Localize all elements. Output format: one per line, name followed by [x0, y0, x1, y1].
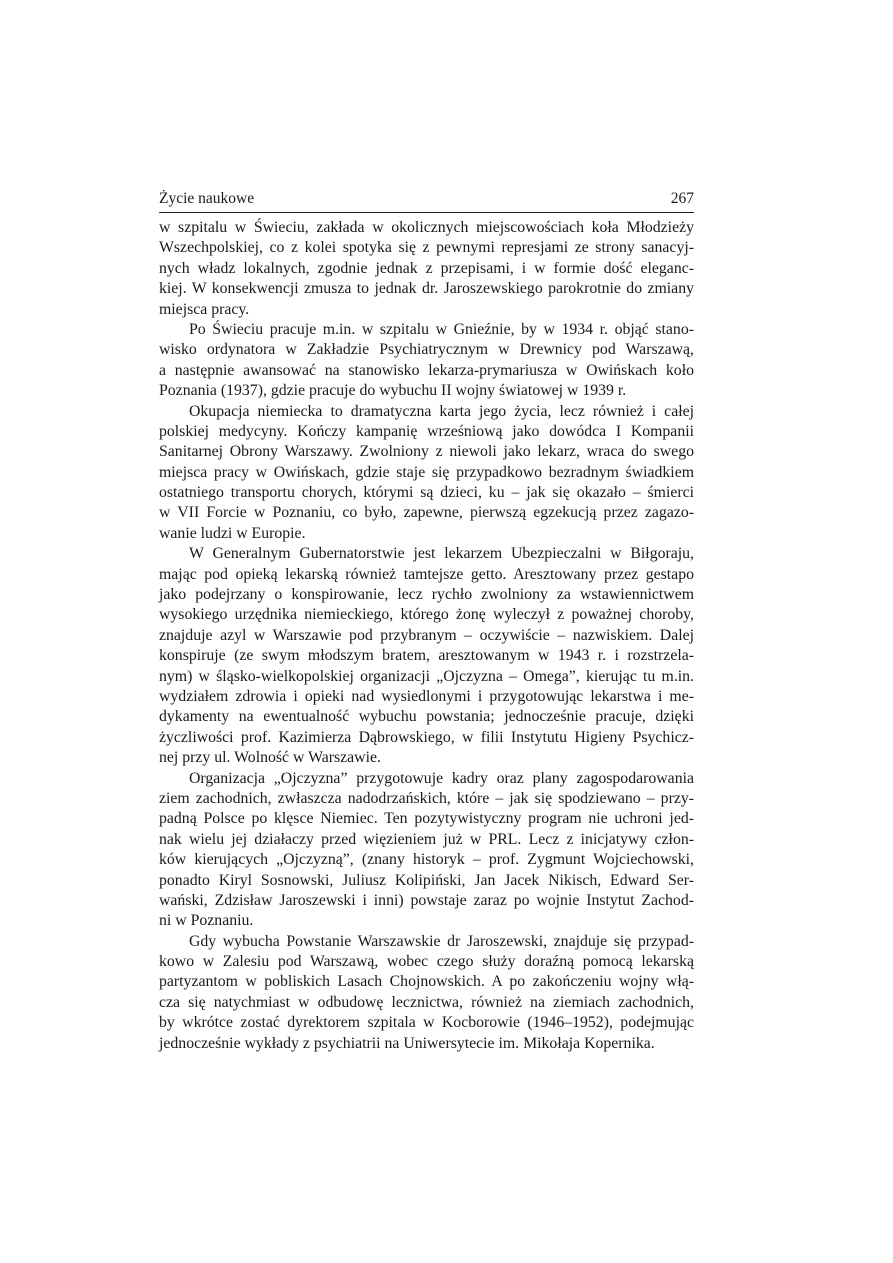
paragraph	[159, 769, 694, 932]
text-line: Po Świeciu pracuje m.in. w szpitalu w Gnieźnie, by w 1934 r. objąć stano-	[189, 320, 694, 338]
paragraph	[159, 932, 694, 1054]
paragraph	[159, 402, 694, 545]
text-line: Wszechpolskiej, co z kolei spotyka się z pewnymi represjami ze strony sanacyj-	[159, 239, 694, 257]
text-line: w VII Forcie w Poznaniu, co było, zapewne, pierwszą egzekucją przez zagazo-	[159, 504, 694, 522]
paragraph	[159, 544, 694, 768]
text-line: padną Polsce po klęsce Niemiec. Ten pozytywistyczny program nie uchroni jed-	[159, 810, 694, 828]
text-line: ków kierujących „Ojczyzną”, (znany historyk – prof. Zygmunt Wojciechowski,	[159, 851, 694, 869]
text-line: konspiruje (ze swym młodszym bratem, aresztowanym w 1943 r. i rozstrzela-	[159, 647, 694, 665]
text-line: wydziałem zdrowia i opieki nad wysiedlonymi i przygotowując lekarstwa i me-	[159, 687, 694, 705]
text-line: miejsca pracy.	[159, 300, 250, 318]
text-line: kowo w Zalesiu pod Warszawą, wobec czego służy doraźną pomocą lekarską	[159, 953, 694, 971]
text-line: a następnie awansować na stanowisko lekarza-prymariusza w Owińskach koło	[159, 361, 694, 379]
text-line: życzliwości prof. Kazimierza Dąbrowskiego, w filii Instytutu Higieny Psychicz-	[159, 728, 694, 746]
text-line: kiej. W konsekwencji zmusza to jednak dr. Jaroszewskiego parokrotnie do zmiany	[159, 280, 694, 298]
paragraph	[159, 320, 694, 402]
paragraph	[159, 218, 694, 320]
text-line: miejsca pracy w Owińskach, gdzie staje się przypadkowo bezradnym świadkiem	[159, 463, 694, 481]
text-line: wisko ordynatora w Zakładzie Psychiatrycznym w Drewnicy pod Warszawą,	[159, 341, 694, 359]
text-line: nych władz lokalnych, zgodnie jednak z przepisami, i w formie dość eleganc-	[159, 259, 694, 277]
text-line: cza się natychmiast w odbudowę lecznictwa, również na ziemiach zachodnich,	[159, 993, 694, 1011]
text-line: by wkrótce zostać dyrektorem szpitala w Kocborowie (1946–1952), podejmując	[159, 1014, 694, 1032]
text-line: znajduje azyl w Warszawie pod przybranym – oczywiście – nazwiskiem. Dalej	[159, 626, 694, 644]
text-line: ni w Poznaniu.	[159, 912, 254, 930]
text-line: Organizacja „Ojczyzna” przygotowuje kadry oraz plany zagospodarowania	[189, 769, 694, 787]
page-number: 267	[670, 190, 694, 207]
text-line: Gdy wybucha Powstanie Warszawskie dr Jaroszewski, znajduje się przypad-	[189, 932, 694, 950]
text-line: Poznania (1937), gdzie pracuje do wybuchu II wojny światowej w 1939 r.	[159, 382, 627, 400]
running-header	[159, 190, 694, 213]
text-line: ziem zachodnich, zwłaszcza nadodrzańskich, które – jak się spodziewano – przy-	[159, 789, 694, 807]
text-line: nej przy ul. Wolność w Warszawie.	[159, 749, 381, 767]
text-line: jednocześnie wykłady z psychiatrii na Uniwersytecie im. Mikołaja Kopernika.	[159, 1034, 655, 1052]
text-line: wysokiego urzędnika niemieckiego, którego żonę wyleczył z poważnej choroby,	[159, 606, 694, 624]
text-line: nym) w śląsko-wielkopolskiej organizacji „Ojczyzna – Omega”, kierując tu m.in.	[159, 667, 694, 685]
text-line: nak wielu jej działaczy przed więzieniem już w PRL. Lecz z inicjatywy człon-	[159, 830, 694, 848]
section-title: Życie naukowe	[159, 190, 255, 207]
text-line: W Generalnym Gubernatorstwie jest lekarzem Ubezpieczalni w Biłgoraju,	[189, 545, 694, 563]
text-line: polskiej medycyny. Kończy kampanię wrześniową jako dowódca I Kompanii	[159, 422, 694, 440]
text-line: jako podejrzany o konspirowanie, lecz rychło zwolniony za wstawiennictwem	[159, 586, 694, 604]
text-line: ostatniego transportu chorych, którymi są dzieci, ku – jak się okazało – śmierci	[159, 484, 694, 502]
text-line: partyzantom w pobliskich Lasach Chojnowskich. A po zakończeniu wojny włą-	[159, 973, 694, 991]
text-line: wański, Zdzisław Jaroszewski i inni) powstaje zaraz po wojnie Instytut Zachod-	[159, 891, 694, 909]
text-line: Sanitarnej Obrony Warszawy. Zwolniony z niewoli jako lekarz, wraca do swego	[159, 443, 694, 461]
text-line: Okupacja niemiecka to dramatyczna karta jego życia, lecz również i całej	[189, 402, 694, 420]
text-line: wanie ludzi w Europie.	[159, 524, 306, 542]
text-line: mając pod opieką lekarską również tamtejsze getto. Aresztowany przez gestapo	[159, 565, 694, 583]
text-line: w szpitalu w Świeciu, zakłada w okolicznych miejscowościach koła Młodzieży	[159, 219, 694, 236]
text-line: dykamenty na ewentualność wybuchu powstania; jednocześnie pracuje, dzięki	[159, 708, 694, 726]
article-body	[159, 218, 694, 1054]
text-line: ponadto Kiryl Sosnowski, Juliusz Kolipiński, Jan Jacek Nikisch, Edward Ser-	[159, 871, 694, 889]
